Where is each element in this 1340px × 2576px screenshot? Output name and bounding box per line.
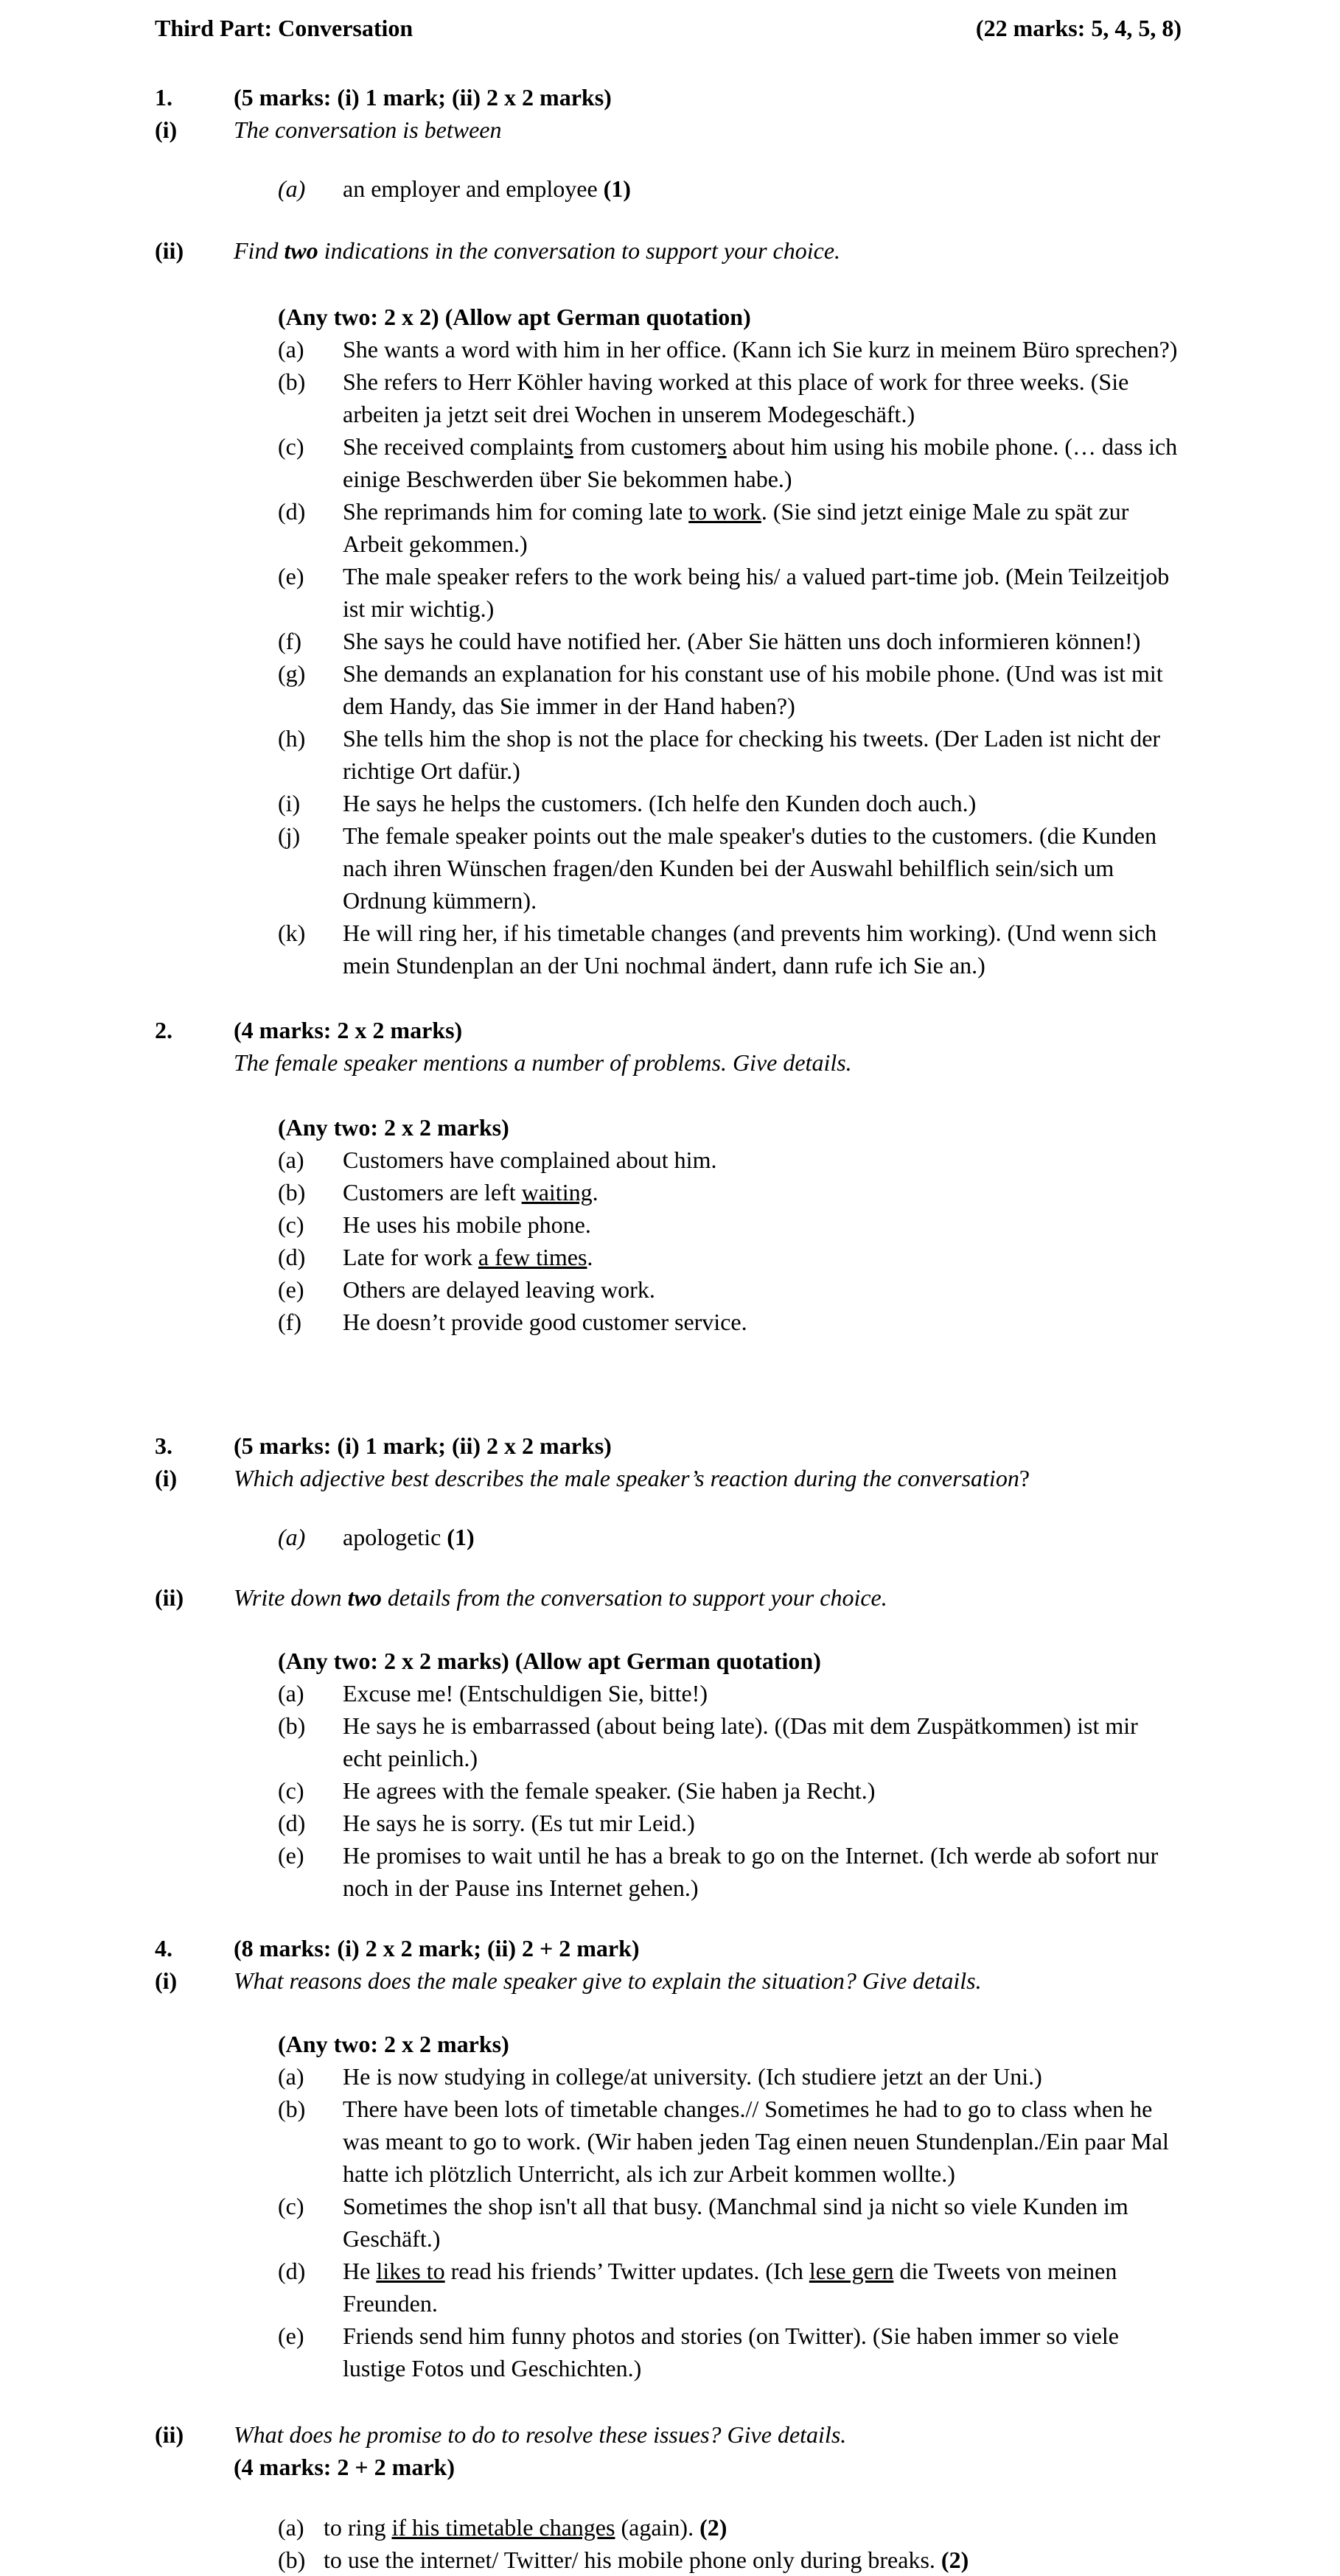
text-segment: Write down [234,1584,348,1611]
text-segment: Customers are left [343,1179,522,1205]
q1ii-option-d [278,495,1182,560]
question-number: (i) [155,116,178,143]
text-segment: s [564,433,573,460]
option-letter: (d) [278,1244,306,1270]
option-letter: (b) [278,1712,306,1739]
option-letter: (k) [278,920,306,946]
text-segment: an employer and employee [343,175,604,202]
option-letter: (f) [278,628,301,654]
q4i-option-e [278,2320,1182,2384]
spacer [155,267,1182,301]
q4i-option-a [278,2060,1182,2093]
q2-option-c [278,1208,1182,1241]
q1ii-option-a [278,333,1182,365]
question-text [234,1964,1182,1997]
option-text [343,625,1182,657]
q2-option-a [278,1144,1182,1176]
question-number: 2. [155,1017,172,1043]
option-letter: (d) [278,498,306,525]
q2-marks-row [155,1014,1182,1046]
text-segment: two [347,1584,382,1611]
option-text [343,1521,1182,1553]
q1ii-option-c [278,430,1182,495]
option-letter: (e) [278,2323,304,2349]
question-text [234,2418,1182,2451]
text-segment: She wants a word with him in her office. (Kann ich Sie kurz in meinem Büro sprechen?) [343,336,1178,363]
q1ii-option-h [278,722,1182,787]
q1i-answer [278,172,1182,205]
option-letter: (c) [278,1777,304,1804]
text-segment: (4 marks: 2 x 2 marks) [234,1017,463,1043]
question-text [234,234,1182,267]
option-text [343,787,1182,819]
question-text [234,1581,1182,1614]
option-letter: (a) [278,2514,304,2541]
q3-part-ii-row [155,1581,1182,1614]
option-text [343,1839,1182,1904]
option-text [343,333,1182,365]
text-segment: She tells him the shop is not the place for checking his tweets. (Der Laden ist nicht der richtige Ort dafür.) [343,725,1161,784]
text-segment: (Any two: 2 x 2 marks) [278,2031,509,2057]
text-segment: (again). [615,2514,700,2541]
option-text [324,2511,1182,2544]
q4-part-i-row [155,1964,1182,1997]
q4-part-ii-row [155,2418,1182,2451]
q2-option-e [278,1273,1182,1306]
question-number: (i) [155,1465,178,1491]
option-text [343,560,1182,625]
text-segment: (5 marks: (i) 1 mark; (ii) 2 x 2 marks) [234,84,612,111]
option-text [343,1176,1182,1208]
text-segment: to use the internet/ Twitter/ his mobile phone only during breaks. [324,2547,941,2573]
q1ii-option-e [278,560,1182,625]
option-letter: (j) [278,822,301,849]
text-segment: apologetic [343,1524,447,1550]
text-segment: (8 marks: (i) 2 x 2 mark; (ii) 2 + 2 mark) [234,1935,640,1961]
option-text [343,2255,1182,2320]
spacer [155,1338,1182,1429]
option-letter: (a) [278,2063,304,2090]
option-text [343,1709,1182,1774]
question-number: (ii) [155,2421,184,2448]
text-segment: She received complaint [343,433,565,460]
spacer [155,1553,1182,1581]
q1ii-option-j [278,819,1182,917]
option-text [343,917,1182,981]
question-text [234,113,1182,146]
text-segment: (4 marks: 2 + 2 mark) [234,2454,455,2480]
text-segment: (Any two: 2 x 2 marks) (Allow apt German quotation) [278,1648,821,1674]
option-letter: (b) [278,2096,306,2122]
section-total-marks: (22 marks: 5, 4, 5, 8) [975,15,1182,41]
text-segment: There have been lots of timetable changes.// Sometimes he had to go to class when he was meant to go to work. (Wir haben jeden Tag einen neuen Stundenplan./Ein paar Mal hatte ich plötzlich Unterricht, als ich zur Arbeit kommen wollte.) [343,2096,1169,2187]
q3ii-scheme-heading [278,1645,1182,1677]
option-text [343,2190,1182,2255]
text-segment: He says he helps the customers. (Ich helfe den Kunden doch auch.) [343,790,977,816]
spacer [155,1904,1182,1932]
option-letter: (g) [278,660,306,687]
text-segment: . (Sie sind jetzt einige Male zu spät zur Arbeit gekommen.) [343,498,1129,557]
text-segment: Sometimes the shop isn't all that busy. (Manchmal sind ja nicht so viele Kunden im Geschäft.) [343,2193,1128,2252]
question-number: (ii) [155,1584,184,1611]
option-letter: (h) [278,725,306,752]
option-letter: (d) [278,2258,306,2284]
spacer [155,1997,1182,2028]
text-segment: to ring [324,2514,392,2541]
text-segment: . [587,1244,593,1270]
option-letter: (b) [278,2547,306,2573]
option-letter: (e) [278,1276,304,1303]
q3ii-option-c [278,1774,1182,1807]
document-body [155,44,1182,2576]
question-text [234,1014,1182,1046]
text-segment: The conversation is between [234,116,502,143]
q1-part-i-row [155,113,1182,146]
text-segment: She reprimands him for coming late [343,498,689,525]
text-segment: waiting [521,1179,593,1205]
q3i-answer [278,1521,1182,1553]
option-text [343,1306,1182,1338]
text-segment: (1) [603,175,631,202]
option-letter: (c) [278,1211,304,1238]
option-letter: (b) [278,1179,306,1205]
question-text [234,2451,1182,2483]
q3-part-i-row [155,1462,1182,1494]
q2-option-d [278,1241,1182,1273]
text-segment: The female speaker points out the male speaker's duties to the customers. (die Kunden nach ihren Wünschen fragen/den Kunden bei der Auswahl behilflich sein/sich um Ordnung kümmern). [343,822,1157,914]
question-text [234,1462,1182,1494]
spacer [155,981,1182,1014]
text-segment: (Any two: 2 x 2) (Allow apt German quotation) [278,304,751,330]
q2-question-row [155,1046,1182,1079]
q4-marks-row [155,1932,1182,1964]
text-segment: He says he is sorry. (Es tut mir Leid.) [343,1810,695,1836]
text-segment: He uses his mobile phone. [343,1211,591,1238]
q4ii-marks-row [155,2451,1182,2483]
text-segment: (2) [941,2547,969,2573]
spacer [155,2384,1182,2418]
q1-part-ii-row [155,234,1182,267]
q4i-option-b [278,2093,1182,2190]
q2-option-b [278,1176,1182,1208]
q4ii-answer-b [278,2544,1182,2576]
q2-scheme-heading [278,1111,1182,1144]
text-segment: two [284,237,318,264]
option-letter: (a) [278,1524,306,1550]
text-segment: She says he could have notified her. (Aber Sie hätten uns doch informieren können!) [343,628,1141,654]
text-segment: What does he promise to do to resolve these issues? Give details. [234,2421,847,2448]
option-text [343,657,1182,722]
question-number [155,1046,234,1079]
text-segment: die Tweets von meinen Freunden. [343,2258,1117,2317]
spacer [155,2483,1182,2511]
text-segment: Late for work [343,1244,478,1270]
option-text [343,2320,1182,2384]
text-segment: to work [688,498,761,525]
spacer [155,1079,1182,1111]
option-text [343,2060,1182,2093]
text-segment: indications in the conversation to support your choice. [318,237,841,264]
q4ii-answer-a [278,2511,1182,2544]
option-letter: (c) [278,2193,304,2219]
q1ii-option-b [278,365,1182,430]
option-letter: (a) [278,1147,304,1173]
text-segment: . [592,1179,599,1205]
option-letter: (f) [278,1309,301,1335]
spacer [155,1494,1182,1521]
document-header [155,12,1182,44]
text-segment: She demands an explanation for his constant use of his mobile phone. (Und was ist mit dem Handy, das Sie immer in der Hand haben?) [343,660,1163,719]
text-segment: from customer [573,433,718,460]
section-title: Third Part: Conversation [155,15,413,41]
q4i-scheme-heading [278,2028,1182,2060]
option-letter: (a) [278,1680,304,1707]
option-text [343,1677,1182,1709]
option-text [343,722,1182,787]
question-number: 4. [155,1935,172,1961]
text-segment: (5 marks: (i) 1 mark; (ii) 2 x 2 marks) [234,1432,612,1459]
question-text [234,1429,1182,1462]
q3ii-option-a [278,1677,1182,1709]
option-text [343,1807,1182,1839]
text-segment: He promises to wait until he has a break to go on the Internet. (Ich werde ab sofort nur noch in der Pause ins Internet gehen.) [343,1842,1159,1901]
text-segment: Excuse me! (Entschuldigen Sie, bitte!) [343,1680,708,1707]
option-text [324,2544,1182,2576]
q1ii-scheme-heading [278,301,1182,333]
text-segment: Customers have complained about him. [343,1147,717,1173]
option-letter: (i) [278,790,301,816]
option-text [343,819,1182,917]
option-text [343,1208,1182,1241]
text-segment: ? [1019,1465,1030,1491]
question-text [234,1932,1182,1964]
option-letter: (a) [278,336,304,363]
q3ii-option-d [278,1807,1182,1839]
text-segment: Find [234,237,285,264]
q4i-option-d [278,2255,1182,2320]
q4i-option-c [278,2190,1182,2255]
text-segment: likes to [376,2258,445,2284]
text-segment: He agrees with the female speaker. (Sie haben ja Recht.) [343,1777,876,1804]
option-text [343,430,1182,495]
option-letter: (c) [278,433,304,460]
text-segment: about him using his mobile phone. (… dass ich einige Beschwerden über Sie bekommen habe.) [343,433,1178,492]
text-segment: He doesn’t provide good customer service. [343,1309,747,1335]
text-segment: lese gern [809,2258,894,2284]
option-letter: (e) [278,1842,304,1869]
option-text [343,365,1182,430]
text-segment: What reasons does the male speaker give to explain the situation? Give details. [234,1967,982,1994]
text-segment: a few times [478,1244,587,1270]
text-segment: (2) [699,2514,727,2541]
text-segment: if his timetable changes [391,2514,615,2541]
question-number: 3. [155,1432,172,1459]
question-text [234,1046,1182,1079]
q2-option-f [278,1306,1182,1338]
question-number: (ii) [155,237,184,264]
q1ii-option-f [278,625,1182,657]
text-segment: Which adjective best describes the male speaker’s reaction during the conversation [234,1465,1019,1491]
text-segment: s [717,433,727,460]
option-text [343,1241,1182,1273]
option-text [343,2093,1182,2190]
q3-marks-row [155,1429,1182,1462]
spacer [155,146,1182,172]
text-segment: (Any two: 2 x 2 marks) [278,1114,509,1141]
option-letter: (b) [278,368,306,395]
question-text [234,81,1182,113]
spacer [155,1614,1182,1645]
question-number: 1. [155,84,172,111]
option-letter: (a) [278,175,306,202]
text-segment: He is now studying in college/at university. (Ich studiere jetzt an der Uni.) [343,2063,1042,2090]
text-segment: She refers to Herr Köhler having worked at this place of work for three weeks. (Sie arbeiten ja jetzt seit drei Wochen in unserem Modegeschäft.) [343,368,1129,427]
question-number: (i) [155,1967,178,1994]
text-segment: He will ring her, if his timetable changes (and prevents him working). (Und wenn sich mein Stundenplan an der Uni nochmal ändert, dann rufe ich Sie an.) [343,920,1157,979]
text-segment: The female speaker mentions a number of problems. Give details. [234,1049,852,1076]
option-text [343,495,1182,560]
text-segment: Friends send him funny photos and stories (on Twitter). (Sie haben immer so viele lustige Fotos und Geschichten.) [343,2323,1119,2381]
option-letter: (d) [278,1810,306,1836]
text-segment: He says he is embarrassed (about being late). ((Das mit dem Zuspätkommen) ist mir echt peinlich.) [343,1712,1138,1771]
option-letter: (e) [278,563,304,589]
q1ii-option-g [278,657,1182,722]
question-number [155,2451,234,2483]
spacer [155,205,1182,234]
option-text [343,172,1182,205]
spacer [155,44,1182,81]
q3ii-option-b [278,1709,1182,1774]
text-segment: He [343,2258,377,2284]
text-segment: Others are delayed leaving work. [343,1276,655,1303]
text-segment: read his friends’ Twitter updates. (Ich [444,2258,809,2284]
option-text [343,1144,1182,1176]
q1ii-option-i [278,787,1182,819]
text-segment: details from the conversation to support your choice. [381,1584,887,1611]
q3ii-option-e [278,1839,1182,1904]
text-segment: The male speaker refers to the work being his/ a valued part-time job. (Mein Teilzeitjob ist mir wichtig.) [343,563,1170,622]
text-segment: (1) [447,1524,475,1550]
q1ii-option-k [278,917,1182,981]
option-text [343,1774,1182,1807]
q1-marks-row [155,81,1182,113]
option-text [343,1273,1182,1306]
